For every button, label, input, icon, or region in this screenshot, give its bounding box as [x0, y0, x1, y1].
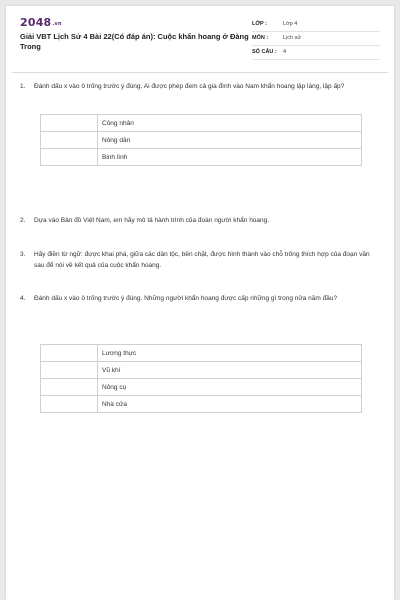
question-3 [20, 249, 376, 271]
worksheet-page [6, 6, 394, 600]
meta-key: MÔN : [252, 35, 269, 41]
logo-suffix: .vn [52, 21, 62, 27]
question-text: Đánh dấu x vào ô trống trước ý đúng. Ai được phép đem cả gia đình vào Nam khẩn hoang lập làng, lập ấp? [34, 83, 345, 90]
option-label: Nông dân [98, 132, 362, 149]
answer-checkbox[interactable] [41, 379, 98, 396]
option-row [41, 115, 362, 132]
option-row [41, 396, 362, 413]
option-label: Binh lính [98, 149, 362, 166]
question-4 [20, 293, 376, 304]
meta-info [252, 18, 380, 60]
option-row [41, 149, 362, 166]
option-row [41, 379, 362, 396]
question-1 [20, 81, 376, 92]
options-table-q1 [40, 114, 362, 166]
option-label: Nhà cửa [98, 396, 362, 413]
option-row [41, 345, 362, 362]
answer-checkbox[interactable] [41, 396, 98, 413]
answer-checkbox[interactable] [41, 345, 98, 362]
header-divider [12, 72, 388, 73]
option-label: Lương thực [98, 345, 362, 362]
question-text: Hãy điền từ ngữ: được khai phá, giữa các dân tộc, bền chặt, được hình thành vào chỗ trống thích hợp của đoạn văn sau để nói về kết quả của cuộc khẩn hoang. [34, 251, 370, 269]
question-number: 3. [20, 251, 26, 258]
meta-value: Lớp 4 [283, 21, 298, 27]
answer-checkbox[interactable] [41, 149, 98, 166]
meta-key: SỐ CÂU : [252, 49, 277, 55]
question-text: Dựa vào Bản đồ Việt Nam, em hãy mô tả hành trình của đoàn người khẩn hoang. [34, 217, 270, 224]
question-number: 2. [20, 217, 26, 224]
page-title: Giải VBT Lịch Sử 4 Bài 22(Có đáp án): Cuộc khẩn hoang ở Đàng Trong [20, 32, 249, 51]
options-table-q4 [40, 344, 362, 413]
option-label: Vũ khí [98, 362, 362, 379]
question-2 [20, 215, 376, 226]
meta-value: 4 [283, 49, 287, 55]
option-row [41, 132, 362, 149]
logo-text: 2048 [20, 16, 52, 29]
answer-checkbox[interactable] [41, 115, 98, 132]
answer-checkbox[interactable] [41, 362, 98, 379]
question-number: 1. [20, 83, 26, 90]
meta-key: LỚP : [252, 21, 267, 27]
meta-row-subject [252, 32, 380, 46]
option-label: Công nhân [98, 115, 362, 132]
answer-checkbox[interactable] [41, 132, 98, 149]
option-label: Nông cụ [98, 379, 362, 396]
meta-value: Lịch sử [283, 35, 302, 41]
question-text: Đánh dấu x vào ô trống trước ý đúng. Những người khẩn hoang được cấp những gì trong nửa năm đầu? [34, 295, 338, 302]
option-row [41, 362, 362, 379]
question-number: 4. [20, 295, 26, 302]
meta-row-class [252, 18, 380, 32]
site-logo[interactable] [20, 16, 62, 29]
meta-row-count [252, 46, 380, 60]
